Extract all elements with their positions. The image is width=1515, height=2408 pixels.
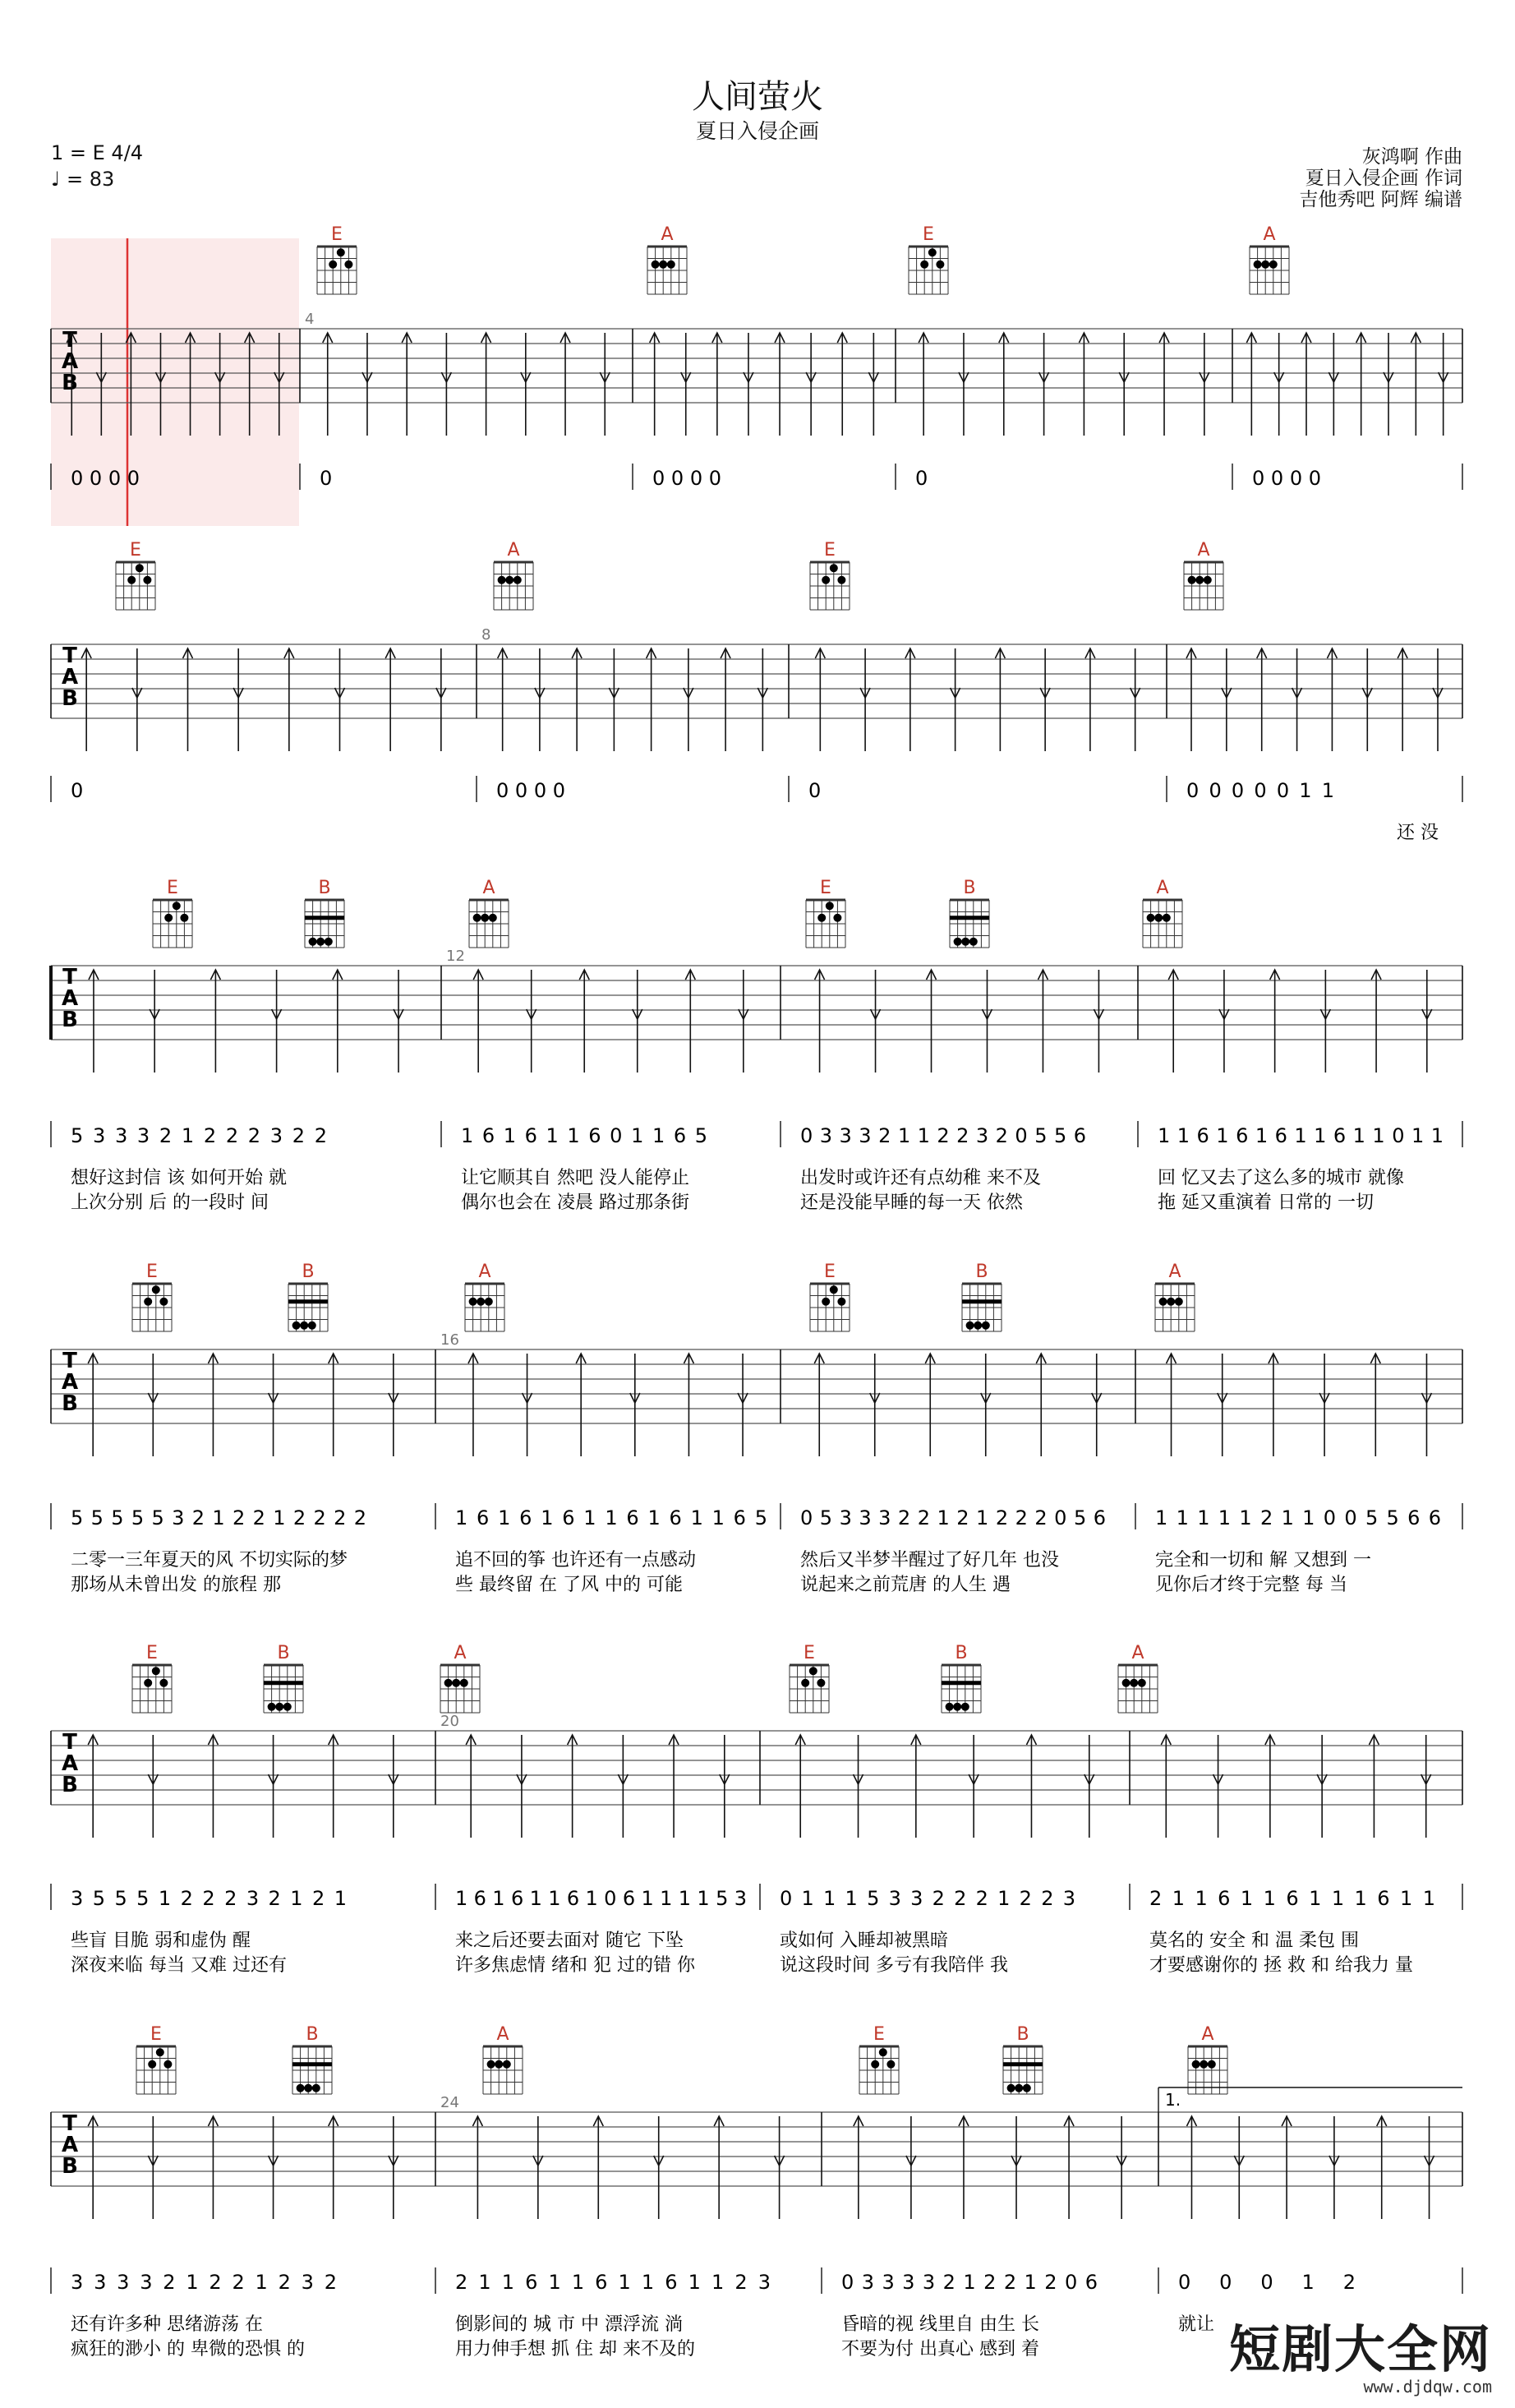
- lyric-line: 就让: [1178, 2314, 1215, 2335]
- chord-finger-dot: [292, 1322, 301, 1330]
- lyric-line: 些 最终留 在 了风 中的 可能: [455, 1575, 683, 1595]
- chord-name: A: [1156, 878, 1169, 898]
- chord-finger-dot: [871, 2060, 879, 2069]
- numbered-notation: 0: [71, 779, 84, 802]
- chord-finger-dot: [1163, 914, 1171, 922]
- chord-finger-dot: [1007, 2084, 1015, 2092]
- lyric-line: 还 没: [1397, 823, 1439, 843]
- chord-finger-dot: [329, 261, 337, 269]
- lyric-line: 回 忆又去了这么多的城市 就像: [1158, 1168, 1404, 1188]
- chord-name: B: [1016, 2024, 1029, 2045]
- chord-finger-dot: [127, 576, 136, 584]
- numbered-notation: 3 3 3 3 2 1 2 2 1 2 3 2: [71, 2271, 337, 2294]
- numbered-notation: 1 6 1 6 1 1 6 1 0 6 1 1 1 1 5 3: [455, 1887, 747, 1910]
- chord-name: E: [824, 540, 836, 560]
- chord-finger-dot: [487, 2060, 495, 2069]
- bar-number: 8: [481, 626, 491, 644]
- lyric-line: 让它顺其自 然吧 没人能停止: [461, 1168, 689, 1188]
- bar-number: 20: [440, 1713, 459, 1730]
- chord-name: A: [1201, 2024, 1214, 2045]
- lyric-line: 说这段时间 多亏有我陪伴 我: [780, 1955, 1008, 1976]
- chord-finger-dot: [477, 1298, 485, 1306]
- chord-finger-dot: [495, 2060, 503, 2069]
- chord-name: B: [302, 1262, 315, 1282]
- numbered-notation: 0: [915, 467, 928, 490]
- chord-name: E: [331, 224, 343, 245]
- tab-clef-letter: T: [62, 965, 77, 989]
- chord-finger-dot: [309, 938, 317, 946]
- tempo-marking: ♩ = 83: [51, 168, 115, 191]
- chord-finger-dot: [337, 248, 345, 256]
- chord-finger-dot: [505, 576, 513, 584]
- chord-name: A: [1131, 1643, 1144, 1663]
- chord-finger-dot: [946, 1703, 954, 1711]
- lyric-line: 还是没能早睡的每一天 依然: [800, 1192, 1023, 1213]
- lyric-line: 许多焦虑情 绪和 犯 过的错 你: [455, 1955, 695, 1976]
- lyric-line: 出发时或许还有点幼稚 来不及: [800, 1168, 1041, 1188]
- tab-clef-letter: A: [61, 665, 79, 690]
- numbered-notation: 0 3 3 3 2 1 1 2 2 3 2 0 5 5 6: [800, 1124, 1086, 1147]
- chord-finger-dot: [1167, 1298, 1175, 1306]
- chord-finger-dot: [452, 1679, 460, 1687]
- chord-name: E: [804, 1643, 815, 1663]
- chord-finger-dot: [837, 1298, 845, 1306]
- chord-finger-dot: [325, 938, 333, 946]
- chord-finger-dot: [953, 1703, 961, 1711]
- chord-finger-dot: [485, 1298, 493, 1306]
- lyric-line: 偶尔也会在 凌晨 路过那条街: [461, 1192, 689, 1213]
- chord-finger-dot: [936, 261, 944, 269]
- chord-finger-dot: [180, 914, 188, 922]
- lyric-line: 拖 延又重演着 日常的 一切: [1158, 1192, 1374, 1213]
- chord-finger-dot: [283, 1703, 292, 1711]
- lyric-line: 深夜来临 每当 又难 过还有: [71, 1955, 287, 1976]
- chord-finger-dot: [879, 2048, 887, 2056]
- chord-finger-dot: [826, 902, 834, 910]
- key-signature: 1 = E 4/4: [51, 141, 144, 164]
- chord-finger-dot: [308, 1322, 316, 1330]
- numbered-notation: 0 0 0 0: [1252, 467, 1321, 490]
- chord-finger-dot: [920, 261, 928, 269]
- chord-finger-dot: [275, 1703, 283, 1711]
- chord-finger-dot: [1023, 2084, 1031, 2092]
- tab-clef-letter: A: [61, 1751, 79, 1776]
- chord-finger-dot: [1192, 2060, 1200, 2069]
- credit-lyricist: 夏日入侵企画 作词: [1305, 168, 1462, 189]
- chord-finger-dot: [163, 2060, 172, 2069]
- numbered-notation: 1 1 1 1 1 2 1 1 0 0 5 5 6 6: [1155, 1506, 1441, 1529]
- chord-finger-dot: [503, 2060, 511, 2069]
- lyric-line: 追不回的筝 也许还有一点感动: [455, 1550, 696, 1571]
- chord-finger-dot: [822, 1298, 830, 1306]
- chord-finger-dot: [1130, 1679, 1138, 1687]
- lyric-line: 二零一三年夏天的风 不切实际的梦: [71, 1550, 348, 1571]
- numbered-notation: 5 3 3 3 2 1 2 2 2 3 2 2: [71, 1124, 327, 1147]
- lyric-line: 些盲 目脆 弱和虚伪 醒: [71, 1931, 251, 1951]
- lyric-line: 倒影间的 城 市 中 漂浮流 淌: [455, 2314, 683, 2335]
- tab-clef-letter: B: [62, 2154, 78, 2179]
- numbered-notation: 2 1 1 6 1 1 6 1 1 1 6 1 1: [1149, 1887, 1435, 1910]
- chord-finger-dot: [1154, 914, 1163, 922]
- numbered-notation: 2 1 1 6 1 1 6 1 1 6 1 1 2 3: [455, 2271, 771, 2294]
- chord-finger-dot: [148, 2060, 156, 2069]
- tab-clef-letter: T: [62, 1349, 77, 1373]
- numbered-notation: 3 5 5 5 1 2 2 2 3 2 1 2 1: [71, 1887, 347, 1910]
- chord-finger-dot: [830, 1285, 838, 1294]
- numbered-notation: 0 0 0 0: [652, 467, 721, 490]
- chord-finger-dot: [1269, 261, 1278, 269]
- tab-clef-letter: B: [62, 1391, 78, 1416]
- chord-finger-dot: [966, 1322, 974, 1330]
- tab-clef-letter: T: [62, 644, 77, 668]
- chord-name: A: [482, 878, 495, 898]
- numbered-notation: 1 1 6 1 6 1 6 1 1 6 1 1 0 1 1: [1158, 1124, 1444, 1147]
- chord-finger-dot: [837, 576, 845, 584]
- chord-finger-dot: [954, 938, 962, 946]
- chord-name: E: [820, 878, 831, 898]
- chord-finger-dot: [489, 914, 497, 922]
- chord-finger-dot: [1175, 1298, 1183, 1306]
- chord-finger-dot: [513, 576, 522, 584]
- chord-finger-dot: [297, 2084, 305, 2092]
- lyric-line: 用力伸手想 抓 住 却 来不及的: [455, 2339, 695, 2360]
- chord-finger-dot: [304, 2084, 312, 2092]
- chord-finger-dot: [817, 914, 826, 922]
- chord-name: A: [507, 540, 520, 560]
- chord-finger-dot: [268, 1703, 276, 1711]
- chord-finger-dot: [659, 261, 667, 269]
- chord-finger-dot: [928, 248, 937, 256]
- numbered-notation: 0 0 0 0: [71, 467, 140, 490]
- chord-name: E: [130, 540, 141, 560]
- credit-composer: 灰鸿啊 作曲: [1361, 146, 1462, 168]
- chord-name: B: [963, 878, 976, 898]
- numbered-notation: 0: [320, 467, 333, 490]
- chord-name: E: [873, 2024, 885, 2045]
- chord-name: B: [277, 1643, 290, 1663]
- chord-name: A: [1197, 540, 1210, 560]
- lyric-line: 疯狂的渺小 的 卑微的恐惧 的: [71, 2339, 305, 2360]
- chord-name: A: [454, 1643, 467, 1663]
- chord-finger-dot: [481, 914, 489, 922]
- chord-finger-dot: [444, 1679, 453, 1687]
- numbered-notation: 0 0 0 0 0 1 1: [1186, 779, 1334, 802]
- chord-finger-dot: [667, 261, 675, 269]
- staff-system: [51, 540, 1462, 843]
- chord-finger-dot: [152, 1667, 160, 1675]
- chord-finger-dot: [817, 1679, 825, 1687]
- tab-clef-letter: B: [62, 1008, 78, 1032]
- chord-finger-dot: [173, 902, 181, 910]
- chord-finger-dot: [1204, 576, 1212, 584]
- chord-finger-dot: [469, 1298, 477, 1306]
- watermark-url: www.djdqw.com: [1363, 2377, 1492, 2396]
- chord-finger-dot: [1122, 1679, 1130, 1687]
- tab-clef-letter: T: [62, 1730, 77, 1755]
- chord-finger-dot: [969, 938, 978, 946]
- chord-finger-dot: [159, 1298, 168, 1306]
- chord-finger-dot: [1208, 2060, 1216, 2069]
- chord-finger-dot: [1200, 2060, 1208, 2069]
- numbered-notation: 0 0 0 0: [496, 779, 565, 802]
- chord-name: A: [1168, 1262, 1181, 1282]
- chord-finger-dot: [830, 564, 838, 572]
- chord-name: A: [661, 224, 674, 245]
- chord-finger-dot: [1015, 2084, 1023, 2092]
- chord-finger-dot: [1254, 261, 1262, 269]
- tab-clef-letter: A: [61, 2133, 79, 2157]
- chord-finger-dot: [1195, 576, 1204, 584]
- tab-clef-letter: A: [61, 1370, 79, 1395]
- lyric-line: 才要感谢你的 拯 救 和 给我力 量: [1149, 1955, 1413, 1976]
- staff-system: [51, 1262, 1462, 1595]
- site-watermark: [1229, 2309, 1492, 2396]
- chord-name: B: [955, 1643, 968, 1663]
- staff-system: [51, 878, 1462, 1213]
- lyric-line: 不要为付 出真心 感到 着: [841, 2339, 1039, 2360]
- bar-number: 24: [440, 2094, 459, 2111]
- numbered-notation: 0 1 1 1 5 3 3 2 2 2 1 2 2 3: [780, 1887, 1075, 1910]
- lyric-line: 上次分别 后 的一段时 间: [71, 1192, 269, 1213]
- chord-finger-dot: [974, 1322, 982, 1330]
- chord-name: A: [1263, 224, 1276, 245]
- chord-finger-dot: [344, 261, 352, 269]
- numbered-notation: 1 6 1 6 1 1 6 0 1 1 6 5: [461, 1124, 707, 1147]
- credit-arranger: 吉他秀吧 阿辉 编谱: [1299, 189, 1462, 210]
- lyric-line: 昏暗的视 线里自 由生 长: [841, 2314, 1039, 2335]
- chord-name: B: [306, 2024, 319, 2045]
- chord-finger-dot: [1147, 914, 1155, 922]
- volta-label: 1.: [1165, 2090, 1181, 2110]
- chord-finger-dot: [136, 564, 144, 572]
- chord-finger-dot: [809, 1667, 817, 1675]
- lyric-line: 说起来之前荒唐 的人生 遇: [800, 1575, 1011, 1595]
- numbered-notation: 0 3 3 3 3 2 1 2 2 1 2 0 6: [841, 2271, 1098, 2294]
- chord-finger-dot: [144, 1679, 152, 1687]
- tab-clef-letter: A: [61, 986, 79, 1011]
- tab-clef-letter: T: [62, 328, 77, 353]
- chord-finger-dot: [312, 2084, 320, 2092]
- chord-finger-dot: [1138, 1679, 1146, 1687]
- chord-name: A: [496, 2024, 509, 2045]
- lyric-line: 想好这封信 该 如何开始 就: [71, 1168, 287, 1188]
- chord-finger-dot: [143, 576, 151, 584]
- chord-name: B: [975, 1262, 988, 1282]
- bar-number: 16: [440, 1331, 459, 1349]
- chord-finger-dot: [982, 1322, 990, 1330]
- numbered-notation: 1 6 1 6 1 6 1 1 6 1 6 1 1 6 5: [455, 1506, 767, 1529]
- chord-finger-dot: [822, 576, 830, 584]
- chord-finger-dot: [1261, 261, 1269, 269]
- chord-finger-dot: [156, 2048, 164, 2056]
- song-title: 人间萤火: [692, 78, 823, 116]
- chord-finger-dot: [886, 2060, 895, 2069]
- chord-finger-dot: [801, 1679, 809, 1687]
- lyric-line: 见你后才终于完整 每 当: [1155, 1575, 1347, 1595]
- tab-clef-letter: T: [62, 2111, 77, 2136]
- chord-finger-dot: [164, 914, 173, 922]
- chord-name: E: [146, 1262, 158, 1282]
- chord-finger-dot: [1159, 1298, 1167, 1306]
- bar-number: 4: [305, 311, 315, 328]
- chord-finger-dot: [498, 576, 506, 584]
- chord-finger-dot: [460, 1679, 468, 1687]
- chord-finger-dot: [961, 938, 969, 946]
- numbered-notation: 0 5 3 3 3 2 2 1 2 1 2 2 2 0 5 6: [800, 1506, 1106, 1529]
- chord-name: E: [150, 2024, 162, 2045]
- staff-system: [51, 224, 1462, 526]
- chord-finger-dot: [652, 261, 660, 269]
- lyric-line: 还有许多种 思绪游荡 在: [71, 2314, 263, 2335]
- lyric-line: 那场从未曾出发 的旅程 那: [71, 1575, 281, 1595]
- song-subtitle: 夏日入侵企画: [695, 119, 819, 143]
- chord-finger-dot: [159, 1679, 168, 1687]
- chord-finger-dot: [144, 1298, 152, 1306]
- chord-finger-dot: [316, 938, 325, 946]
- lyric-line: 来之后还要去面对 随它 下坠: [455, 1931, 684, 1951]
- numbered-notation: 0: [808, 779, 822, 802]
- numbered-notation: 0 0 0 1 2: [1178, 2271, 1356, 2294]
- chord-name: A: [478, 1262, 491, 1282]
- tab-clef-letter: A: [61, 349, 79, 374]
- tab-clef-letter: B: [62, 371, 78, 395]
- lyric-line: 或如何 入睡却被黑暗: [780, 1931, 948, 1951]
- chord-finger-dot: [961, 1703, 969, 1711]
- chord-name: E: [923, 224, 934, 245]
- chord-finger-dot: [1188, 576, 1196, 584]
- chord-finger-dot: [473, 914, 481, 922]
- chord-name: E: [167, 878, 178, 898]
- tab-clef-letter: B: [62, 686, 78, 711]
- staff-system: [51, 1643, 1462, 1976]
- bar-number: 12: [446, 948, 465, 965]
- watermark-logo-text: 短剧大全网: [1228, 2319, 1492, 2379]
- chord-name: E: [146, 1643, 158, 1663]
- numbered-notation: 5 5 5 5 5 3 2 1 2 2 1 2 2 2 2: [71, 1506, 366, 1529]
- lyric-line: 莫名的 安全 和 温 柔包 围: [1149, 1931, 1359, 1951]
- chord-name: B: [318, 878, 331, 898]
- chord-finger-dot: [300, 1322, 308, 1330]
- lyric-line: 然后又半梦半醒过了好几年 也没: [800, 1550, 1059, 1571]
- lyric-line: 完全和一切和 解 又想到 一: [1155, 1550, 1371, 1571]
- chord-name: E: [824, 1262, 836, 1282]
- tab-clef-letter: B: [62, 1773, 78, 1797]
- chord-finger-dot: [833, 914, 841, 922]
- chord-finger-dot: [152, 1285, 160, 1294]
